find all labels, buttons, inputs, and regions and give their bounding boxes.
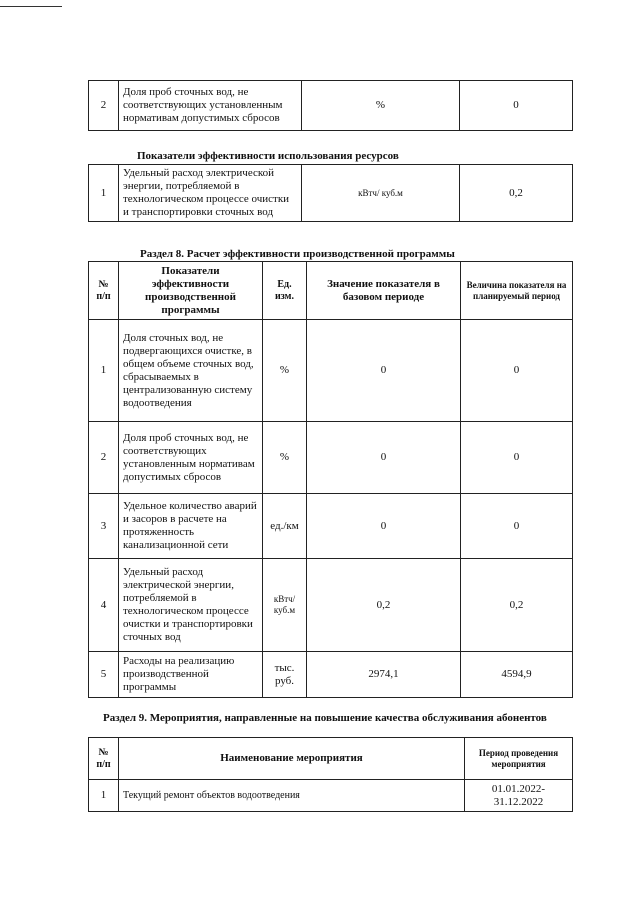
table-row	[89, 320, 573, 422]
unit: тыс. руб.	[263, 652, 307, 698]
row-number: 2	[89, 422, 119, 494]
section8-title: Раздел 8. Расчет эффективности производственной программы	[140, 248, 455, 260]
header-period: Период проведения мероприятия	[465, 738, 573, 780]
indicator-name: Удельное количество аварий и засоров в расчете на протяженность канализационной сети	[119, 494, 263, 559]
unit: кВтч/ куб.м	[302, 165, 460, 222]
row-number: 5	[89, 652, 119, 698]
row-number: 1	[89, 320, 119, 422]
base-value: 0,2	[307, 559, 461, 652]
table-section8	[88, 261, 573, 698]
table-top	[88, 80, 573, 131]
unit: %	[263, 422, 307, 494]
event-period: 01.01.2022- 31.12.2022	[465, 780, 573, 812]
row-number: 2	[89, 81, 119, 131]
base-value: 2974,1	[307, 652, 461, 698]
row-number: 3	[89, 494, 119, 559]
resources-title: Показатели эффективности использования ресурсов	[137, 150, 399, 162]
planned-value: 0	[461, 494, 573, 559]
base-value: 0	[307, 494, 461, 559]
header-indicator: Показатели эффективности производственной программы	[119, 262, 263, 320]
value: 0	[460, 81, 573, 131]
row-number: 1	[89, 780, 119, 812]
planned-value: 0,2	[461, 559, 573, 652]
header-planned: Величина показателя на планируемый период	[461, 262, 573, 320]
header-base: Значение показателя в базовом периоде	[307, 262, 461, 320]
indicator-name: Расходы на реализацию производственной программы	[119, 652, 263, 698]
row-number: 4	[89, 559, 119, 652]
indicator-name: Доля проб сточных вод, не соответствующих установленным нормативам допустимых сбросов	[119, 81, 302, 131]
planned-value: 0	[461, 422, 573, 494]
header-row	[89, 738, 573, 780]
header-num: № п/п	[89, 262, 119, 320]
unit: %	[263, 320, 307, 422]
section9-title: Раздел 9. Мероприятия, направленные на повышение качества обслуживания абонентов	[103, 712, 547, 724]
indicator-name: Удельный расход электрической энергии, потребляемой в технологическом процессе очистки и транспортировки сточных вод	[119, 559, 263, 652]
indicator-name: Доля проб сточных вод, не соответствующих установленным нормативам допустимых сбросов	[119, 422, 263, 494]
table-row	[89, 422, 573, 494]
base-value: 0	[307, 422, 461, 494]
base-value: 0	[307, 320, 461, 422]
value: 0,2	[460, 165, 573, 222]
table-resources	[88, 164, 573, 222]
header-row	[89, 262, 573, 320]
table-section9	[88, 737, 573, 812]
page-edge-line	[0, 6, 62, 7]
table-row	[89, 494, 573, 559]
header-name: Наименование мероприятия	[119, 738, 465, 780]
indicator-name: Доля сточных вод, не подвергающихся очистке, в общем объеме сточных вод, сбрасываемых в централизованную систему водоотведения	[119, 320, 263, 422]
header-num: № п/п	[89, 738, 119, 780]
header-unit: Ед. изм.	[263, 262, 307, 320]
unit: %	[302, 81, 460, 131]
indicator-name: Удельный расход электрической энергии, потребляемой в технологическом процессе очистки и транспортировки сточных вод	[119, 165, 302, 222]
unit: ед./км	[263, 494, 307, 559]
table-row	[89, 559, 573, 652]
event-name: Текущий ремонт объектов водоотведения	[119, 780, 465, 812]
planned-value: 4594,9	[461, 652, 573, 698]
table-row	[89, 81, 573, 131]
row-number: 1	[89, 165, 119, 222]
planned-value: 0	[461, 320, 573, 422]
table-row	[89, 652, 573, 698]
unit: кВтч/ куб.м	[263, 559, 307, 652]
table-row	[89, 165, 573, 222]
table-row	[89, 780, 573, 812]
